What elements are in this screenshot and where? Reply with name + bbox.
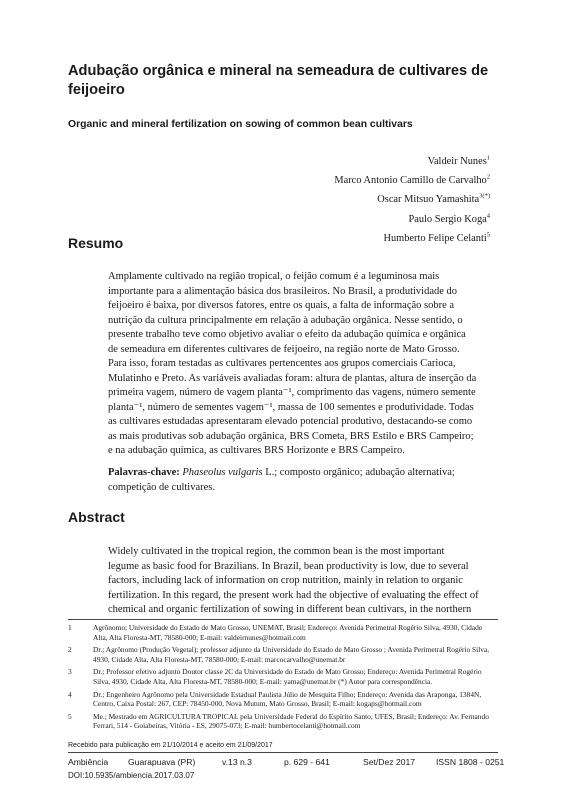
keywords-label: Palavras-chave: — [108, 467, 180, 478]
footer-date: Set/Dez 2017 — [363, 757, 416, 767]
resumo-line: nutrição da cultura principalmente em relação à adubação orgânica. Nesse sentido, o — [108, 314, 463, 326]
keywords-text: competição de cultivares. — [108, 481, 215, 493]
resumo-line: as mais produtivas sob adubação orgânica, BRS Cometa, BRS Estilo e BRS Campeiro; — [108, 430, 474, 442]
footnote: 1 Agrônomo; Universidade do Estado de Mato Grosso, UNEMAT, Brasil; Endereço: Avenida Perimetral Rogério Silva, 4930, Cidade Alta, Alta Floresta-MT, 78580-000; E-mail: valdeirnunes@hotmail.com — [68, 623, 483, 642]
received-date: Recebido para publicação em 21/10/2014 e aceito em 21/09/2017 — [68, 742, 273, 749]
footnote: 4 Dr.; Engenheiro Agrônomo pela Universidade Estadual Paulista Júlio de Mesquita Filho; Endereço: Avenida das Araponga, 1384N, Centro, Caixa Postal: 267, CEP: 78450-000, Nova Mutum, Mato Grosso, Brasil; E-mail: kogaps@hotmail.com — [68, 689, 482, 709]
footnote-divider — [68, 619, 498, 620]
resumo-line: presente trabalho teve como objetivo avaliar o efeito da adubação química e orgânica — [108, 329, 466, 340]
author: Valdeir Nunes$^1$ — [427, 154, 490, 167]
resumo-line: planta⁻¹, número de sementes vagem⁻¹, massa de 100 sementes e produtividade. Todas — [108, 401, 474, 413]
abstract-line: chemical and organic fertilization of sowing in different bean cultivars, in the northern — [108, 604, 472, 615]
abstract-line: legume as basic food for Brazilians. In Brazil, bean productivity is low, due to several — [108, 560, 469, 572]
resumo-line: primeira vagem, número de vagem planta⁻¹, comprimento das vagens, número semente — [108, 387, 476, 398]
footer-volume: v.13 n.3 — [222, 757, 252, 767]
footnote: 2 Dr.; Agrônomo (Produção Vegetal); professor adjunto da Universidade do Estado de Mato Grosso ; Avenida Perimetral Rogério Silva, 4930, Cidade Alta, Alta Floresta-MT, 78580-000; E-mail: marcocarvalho@unemat.br — [68, 645, 490, 664]
footer-pages: p. 629 - 641 — [284, 757, 330, 767]
keywords-text: L.; composto orgânico; adubação alternativa; — [262, 467, 455, 478]
author-list — [334, 152, 490, 248]
author: Oscar Mitsuo Yamashita$^{3(*)}$ — [377, 192, 490, 206]
resumo-body — [108, 270, 498, 459]
resumo-line: importante para a alimentação básica dos brasileiros. No Brasil, a produtividade do — [108, 285, 458, 297]
article-title: Adubação orgânica e mineral na semeadura de cultivares de feijoeiro — [68, 63, 489, 98]
footer-place: Guarapuava (PR) — [128, 757, 196, 767]
article-subtitle: Organic and mineral fertilization on sowing of common bean cultivars — [68, 119, 413, 130]
author: Humberto Felipe Celanti$^5$ — [383, 231, 490, 244]
resumo-line: Para isso, foram testadas as cultivares pertencentes aos grupos comerciais Carioca, — [108, 358, 456, 369]
footer-issn: ISSN 1808 - 0251 — [436, 757, 505, 767]
abstract-body — [108, 545, 498, 617]
keywords-species: Phaseolus vulgaris — [182, 467, 263, 478]
resumo-line: de semeadura em diferentes cultivares de feijoeiro, na região norte de Mato Grosso. — [108, 343, 460, 355]
author: Paulo Sergio Koga$^4$ — [408, 212, 490, 225]
keywords — [108, 466, 498, 495]
resumo-heading: Resumo — [68, 235, 124, 251]
abstract-line: fertilization. In this regard, the present work had the objective of evaluating the effect of — [108, 589, 479, 601]
abstract-line: factors, including lack of information on crop nutrition, mainly in relation to organic — [108, 575, 463, 586]
footnote: 5 Me.; Mestrado em AGRICULTURA TROPICAL pela Universidade Federal do Espírito Santo, UFES, Brasil; Endereço: Av. Fernando Ferrari, 514 - Goiabeiras, Vitória - ES, 29075-073; E-mail: humbertocelanti@hotmail.com — [68, 711, 489, 731]
author: Marco Antonio Camillo de Carvalho$^2$ — [334, 173, 490, 187]
footnote: 3 Dr.; Professor efetivo adjunto Doutor classe 2C da Universidade do Estado de Mato Grosso; Endereço: Avenida Perimetral Rogério Silva, 4930, Cidade Alta, Alta Floresta-MT, 78580-000; E-mail: yama@unemat.br (*) Autor para correspondência. — [68, 667, 482, 686]
resumo-line: e na adubação química, as cultivares BRS Horizonte e BRS Campeiro. — [108, 445, 405, 456]
footer-divider — [68, 752, 498, 753]
footer-journal: Ambiência — [68, 757, 109, 767]
footnotes — [68, 623, 498, 734]
resumo-line: feijoeiro é baixa, por diversos fatores, entre os quais, a falta de informação sobre a — [108, 300, 455, 311]
abstract-line: Widely cultivated in the tropical region, the common bean is the most important — [108, 546, 445, 557]
doi: DOI:10.5935/ambiencia.2017.03.07 — [68, 771, 195, 780]
abstract-heading: Abstract — [68, 509, 125, 525]
resumo-line: as cultivares estudadas apresentaram elevado potencial produtivo, destacando-se como — [108, 416, 473, 427]
resumo-line: Mulatinho e Preto. As variáveis avaliadas foram: altura de plantas, altura de inserção da — [108, 372, 477, 384]
resumo-line: Amplamente cultivado na região tropical, o feijão comum é a leguminosa mais — [108, 271, 440, 282]
